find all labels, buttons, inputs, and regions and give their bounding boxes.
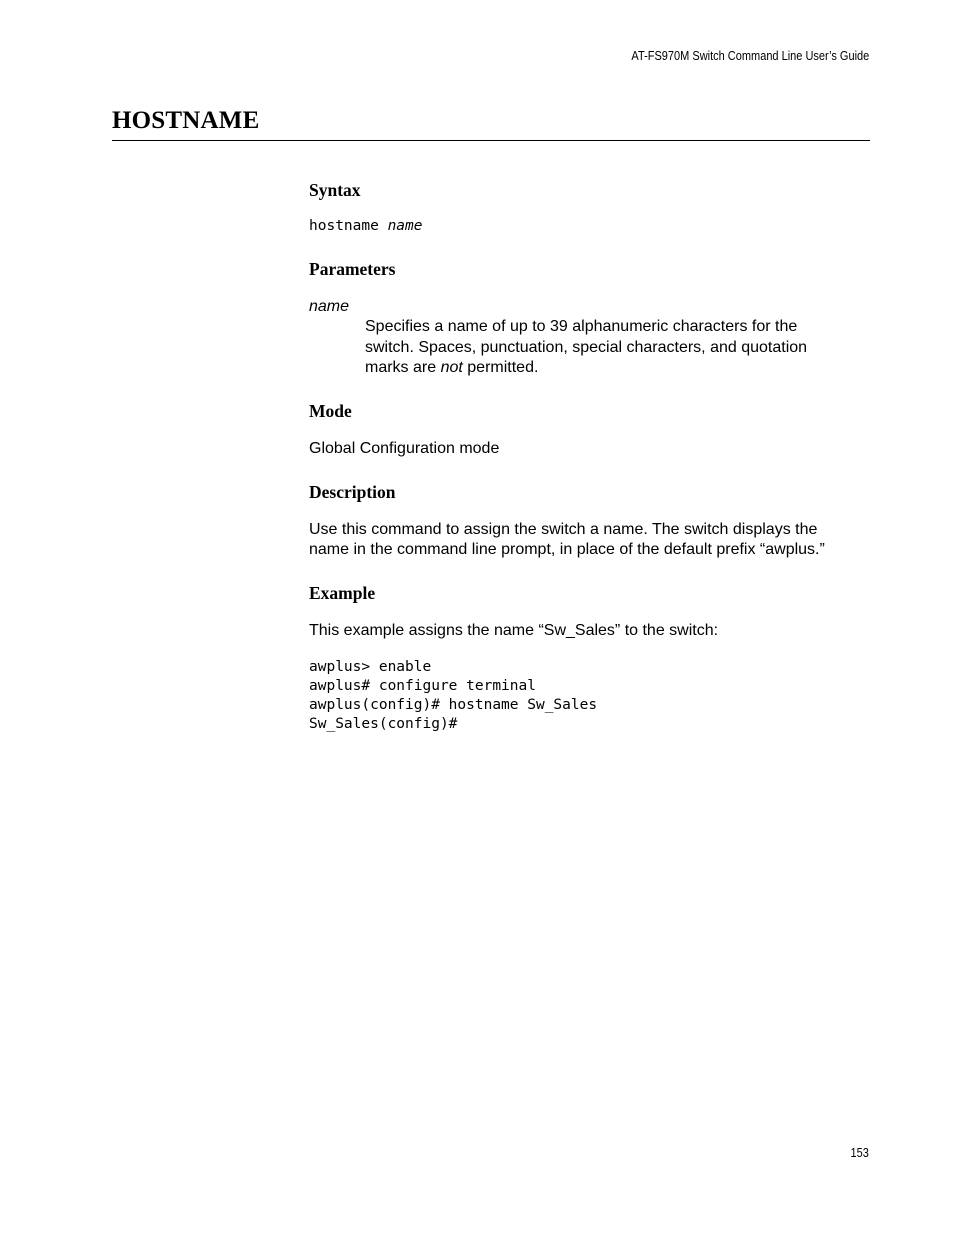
- parameter-description-text: marks are: [365, 359, 441, 376]
- title-rule: [112, 140, 870, 141]
- parameters-heading: Parameters: [309, 259, 396, 279]
- code-line: Sw_Sales(config)#: [309, 716, 458, 732]
- parameter-description-line: switch. Spaces, punctuation, special characters, and quotation: [365, 339, 808, 356]
- example-heading: Example: [309, 583, 376, 603]
- code-line: awplus> enable: [309, 659, 432, 675]
- parameter-description-line: [365, 358, 538, 379]
- parameter-description-line: Specifies a name of up to 39 alphanumeric characters for the: [365, 318, 798, 335]
- description-line: name in the command line prompt, in place of the default prefix “awplus.”: [309, 541, 825, 558]
- syntax-argument: name: [387, 218, 423, 234]
- description-heading: Description: [309, 482, 396, 502]
- mode-text: Global Configuration mode: [309, 440, 500, 457]
- parameter-name: name: [309, 298, 350, 315]
- description-line: Use this command to assign the switch a name. The switch displays the: [309, 521, 818, 538]
- code-line: awplus# configure terminal: [309, 678, 536, 694]
- page-number: 153: [850, 1146, 869, 1160]
- parameter-description-emphasis: not: [440, 359, 463, 376]
- example-intro: This example assigns the name “Sw_Sales” to the switch:: [309, 622, 719, 639]
- code-line: awplus(config)# hostname Sw_Sales: [309, 697, 598, 713]
- page-title: HOSTNAME: [112, 107, 260, 134]
- syntax-line: [309, 217, 423, 236]
- syntax-command: hostname: [309, 218, 379, 234]
- parameter-description-text: permitted.: [462, 359, 539, 376]
- syntax-heading: Syntax: [309, 180, 361, 200]
- mode-heading: Mode: [309, 401, 352, 421]
- running-header: AT-FS970M Switch Command Line User’s Guide: [631, 49, 869, 63]
